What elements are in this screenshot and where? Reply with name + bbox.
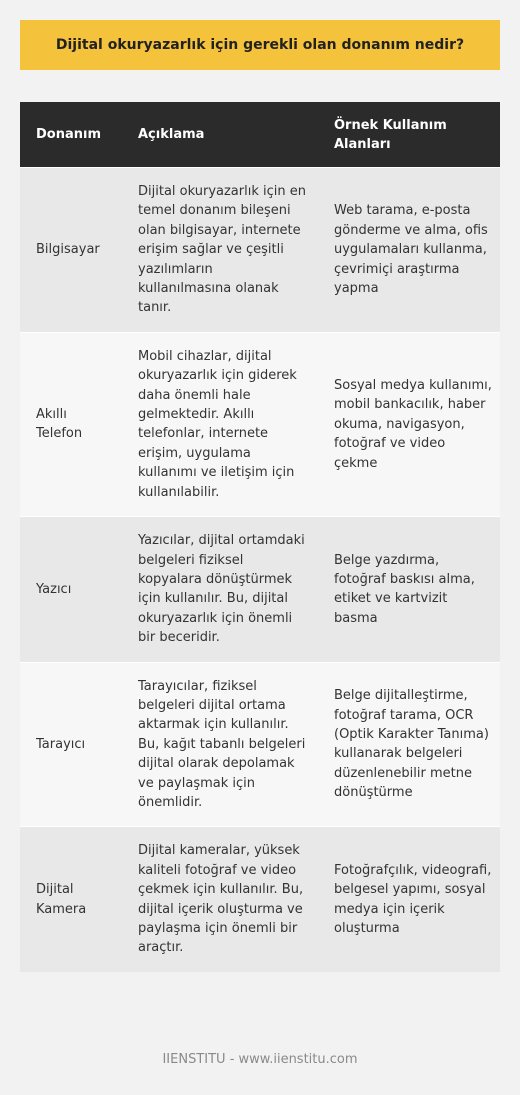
table-row [20,168,500,333]
description-cell: Tarayıcılar, fiziksel belgeleri dijital ortama aktarmak için kullanılır. Bu, kağıt tabanlı belgeleri dijital olarak depolamak ve paylaşmak için önemlidir. [122,662,318,827]
table-header-row [20,102,500,168]
table-row [20,517,500,662]
device-cell: Bilgisayar [20,168,122,333]
hardware-table [20,102,500,972]
description-cell: Mobil cihazlar, dijital okuryazarlık için giderek daha önemli hale gelmektedir. Akıllı telefonlar, internete erişim, uygulama kullanımı ve iletişim için kullanılabilir. [122,332,318,516]
table-row [20,662,500,827]
usage-cell: Fotoğrafçılık, videografi, belgesel yapımı, sosyal medya için içerik oluşturma [318,827,500,972]
description-cell: Dijital kameralar, yüksek kaliteli fotoğraf ve video çekmek için kullanılır. Bu, dijital içerik oluşturma ve paylaşma için önemli bir araçtır. [122,827,318,972]
header-device: Donanım [20,102,122,168]
usage-cell: Web tarama, e-posta gönderme ve alma, ofis uygulamaları kullanma, çevrimiçi araştırma yapma [318,168,500,333]
table-row [20,332,500,516]
usage-cell: Sosyal medya kullanımı, mobil bankacılık, haber okuma, navigasyon, fotoğraf ve video çekme [318,332,500,516]
description-cell: Dijital okuryazarlık için en temel donanım bileşeni olan bilgisayar, internete erişim sağlar ve çeşitli yazılımların kullanılmasına olanak tanır. [122,168,318,333]
device-cell: Tarayıcı [20,662,122,827]
device-cell: Akıllı Telefon [20,332,122,516]
page-title: Dijital okuryazarlık için gerekli olan donanım nedir? [55,37,465,53]
device-cell: Yazıcı [20,517,122,662]
device-cell: Dijital Kamera [20,827,122,972]
header-usage: Örnek Kullanım Alanları [318,102,500,168]
usage-cell: Belge yazdırma, fotoğraf baskısı alma, etiket ve kartvizit basma [318,517,500,662]
title-banner [20,20,500,70]
header-description: Açıklama [122,102,318,168]
footer-credit: IIENSTITU - www.iienstitu.com [162,1052,358,1067]
usage-cell: Belge dijitalleştirme, fotoğraf tarama, OCR (Optik Karakter Tanıma) kullanarak belgeleri düzenlenebilir metne dönüştürme [318,662,500,827]
description-cell: Yazıcılar, dijital ortamdaki belgeleri fiziksel kopyalara dönüştürmek için kullanılır. Bu, dijital okuryazarlık için önemli bir beceridir. [122,517,318,662]
table-row [20,827,500,972]
